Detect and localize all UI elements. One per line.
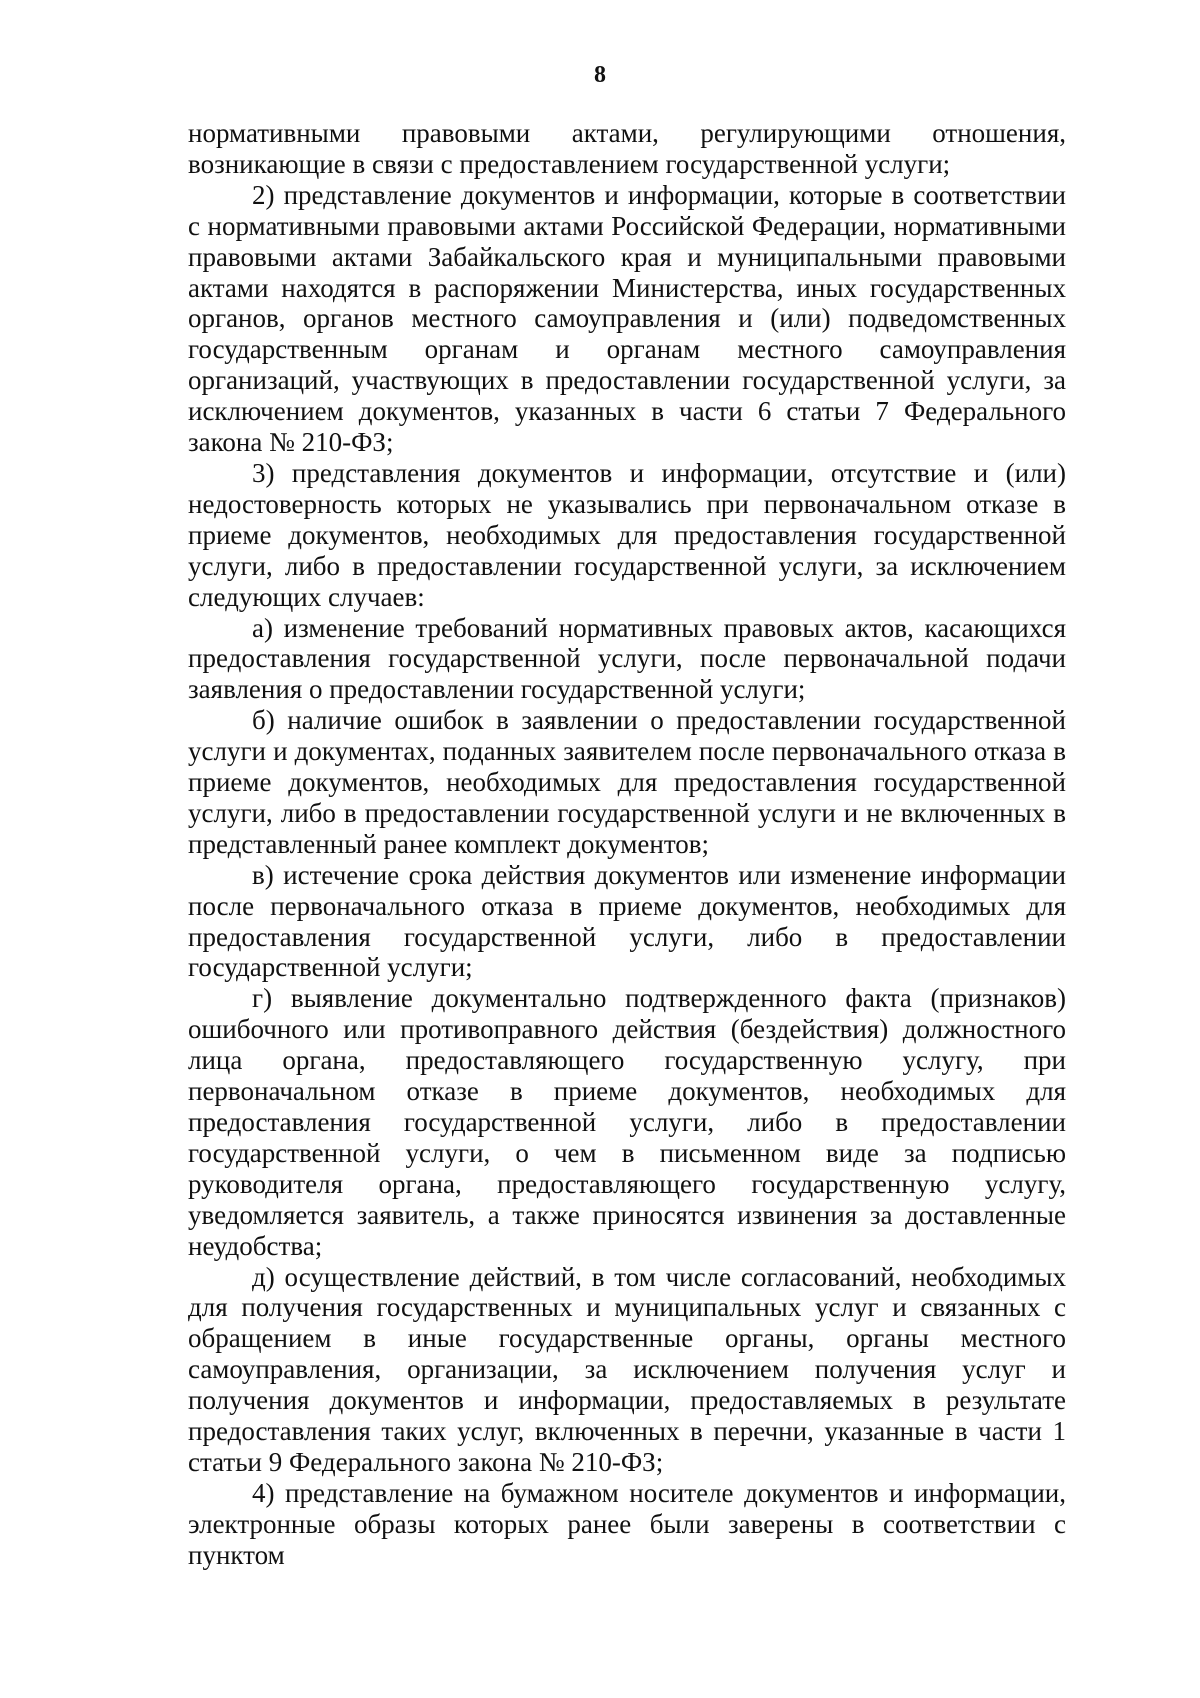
paragraph: б) наличие ошибок в заявлении о предоставлении государственной услуги и документах, поданных заявителем после первоначального отказа в приеме документов, необходимых для предоставления государственной услуги, либо в предоставлении государственной услуги и не включенных в представленный ранее комплект документов; [188, 705, 1066, 859]
paragraph: нормативными правовыми актами, регулирующими отношения, возникающие в связи с предоставлением государственной услуги; [188, 118, 1066, 179]
paragraph: в) истечение срока действия документов или изменение информации после первоначального отказа в приеме документов, необходимых для предоставления государственной услуги, либо в предоставлении государственной услуги; [188, 859, 1066, 983]
document-body [188, 118, 1066, 1571]
paragraph: д) осуществление действий, в том числе согласований, необходимых для получения государственных и муниципальных услуг и связанных с обращением в иные государственные органы, органы местного самоуправления, организации, за исключением получения услуг и получения документов и информации, предоставляемых в результате предоставления таких услуг, включенных в перечни, указанные в части 1 статьи 9 Федерального закона № 210-ФЗ; [188, 1261, 1066, 1477]
paragraph: а) изменение требований нормативных правовых актов, касающихся предоставления государственной услуги, после первоначальной подачи заявления о предоставлении государственной услуги; [188, 612, 1066, 705]
paragraph: г) выявление документально подтвержденного факта (признаков) ошибочного или противоправного действия (бездействия) должностного лица органа, предоставляющего государственную услугу, при первоначальном отказе в приеме документов, необходимых для предоставления государственной услуги, либо в предоставлении государственной услуги, о чем в письменном виде за подписью руководителя органа, предоставляющего государственную услугу, уведомляется заявитель, а также приносятся извинения за доставленные неудобства; [188, 983, 1066, 1261]
paragraph: 2) представление документов и информации, которые в соответствии с нормативными правовыми актами Российской Федерации, нормативными правовыми актами Забайкальского края и муниципальными правовыми актами находятся в распоряжении Министерства, иных государственных органов, органов местного самоуправления и (или) подведомственных государственным органам и органам местного самоуправления организаций, участвующих в предоставлении государственной услуги, за исключением документов, указанных в части 6 статьи 7 Федерального закона № 210-ФЗ; [188, 179, 1066, 458]
paragraph: 3) представления документов и информации, отсутствие и (или) недостоверность которых не указывались при первоначальном отказе в приеме документов, необходимых для предоставления государственной услуги, либо в предоставлении государственной услуги, за исключением следующих случаев: [188, 457, 1066, 612]
paragraph: 4) представление на бумажном носителе документов и информации, электронные образы которых ранее были заверены в соответствии с пунктом [188, 1477, 1066, 1570]
page-number: 8 [594, 62, 606, 88]
